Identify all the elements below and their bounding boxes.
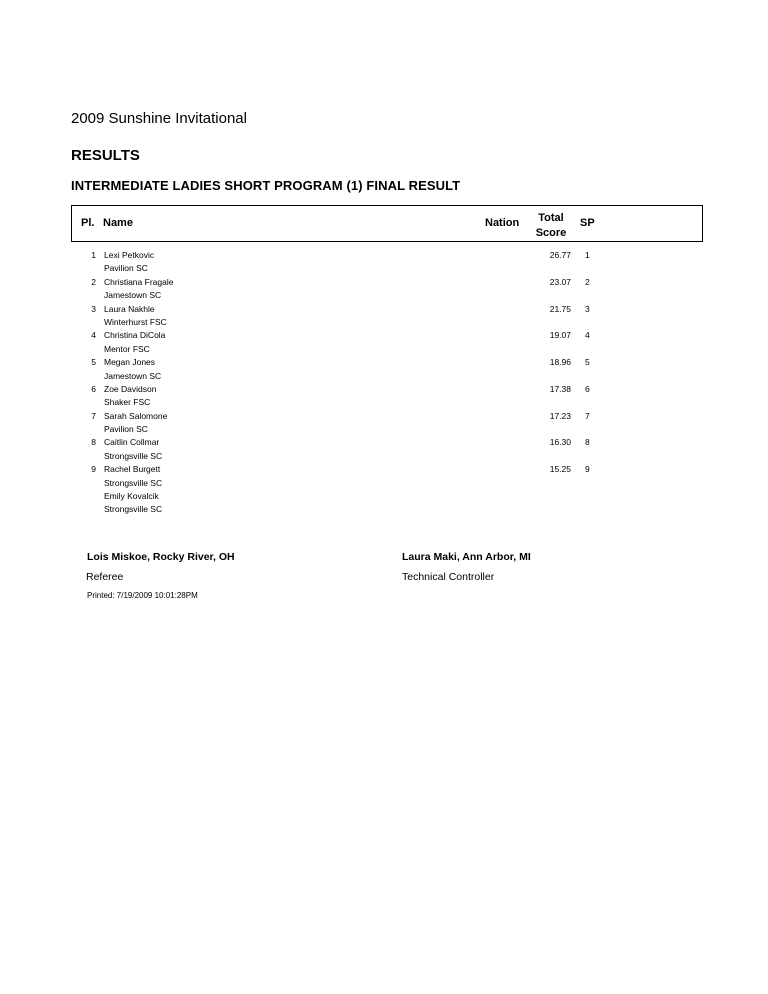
table-row — [0, 477, 768, 490]
table-row — [0, 370, 768, 383]
place-cell: 7 — [91, 410, 96, 421]
name-cell: Christiana Fragale — [104, 276, 174, 287]
event-title: 2009 Sunshine Invitational — [71, 110, 247, 127]
column-header-sp: SP — [580, 217, 595, 229]
column-header-nation: Nation — [485, 217, 520, 229]
column-header-name: Name — [103, 217, 133, 229]
score-cell: 17.23 — [549, 410, 571, 421]
name-cell: Sarah Salomone — [104, 410, 168, 421]
name-cell: Christina DiCola — [104, 330, 166, 341]
sp-cell: 2 — [585, 276, 590, 287]
name-cell: Laura Nakhle — [104, 303, 155, 314]
place-cell: 3 — [91, 303, 96, 314]
club-cell: Pavilion SC — [104, 263, 148, 274]
sp-cell: 1 — [585, 250, 590, 260]
sp-cell: 5 — [585, 357, 590, 368]
place-cell: 1 — [91, 250, 96, 260]
sp-cell: 7 — [585, 410, 590, 421]
club-cell: Strongsville SC — [104, 450, 163, 461]
category-title: INTERMEDIATE LADIES SHORT PROGRAM (1) FINAL RESULT — [71, 178, 461, 193]
club-cell: Jamestown SC — [104, 290, 162, 301]
place-cell: 4 — [91, 330, 96, 341]
column-header-place: Pl. — [81, 217, 95, 229]
sp-cell: 3 — [585, 303, 590, 314]
sp-cell: 4 — [585, 330, 590, 341]
club-cell: Strongsville SC — [104, 504, 163, 515]
referee-role: Referee — [86, 571, 124, 583]
referee-name: Lois Miskoe, Rocky River, OH — [87, 551, 235, 563]
table-row — [0, 343, 768, 356]
results-table-body — [0, 249, 768, 517]
printed-timestamp: Printed: 7/19/2009 10:01:28PM — [87, 591, 198, 600]
technical-controller-role: Technical Controller — [402, 571, 495, 583]
table-row — [0, 329, 768, 342]
club-cell: Pavilion SC — [104, 424, 148, 435]
name-cell: Caitlin Collmar — [104, 437, 160, 448]
table-row — [0, 423, 768, 436]
place-cell: 8 — [91, 437, 96, 448]
table-row — [0, 436, 768, 449]
sp-cell: 6 — [585, 383, 590, 394]
sp-cell: 9 — [585, 464, 590, 475]
technical-controller-name: Laura Maki, Ann Arbor, MI — [402, 551, 531, 563]
score-cell: 26.77 — [549, 250, 571, 260]
score-cell: 23.07 — [549, 276, 571, 287]
score-cell: 16.30 — [549, 437, 571, 448]
table-row — [0, 450, 768, 463]
place-cell: 6 — [91, 383, 96, 394]
column-header-total-score — [527, 211, 575, 241]
score-cell: 17.38 — [549, 383, 571, 394]
table-row — [0, 410, 768, 423]
table-row — [0, 503, 768, 516]
name-cell: Rachel Burgett — [104, 464, 161, 475]
column-header-total-line2: Score — [535, 227, 567, 239]
club-cell: Mentor FSC — [104, 343, 150, 354]
name-cell: Megan Jones — [104, 357, 156, 368]
section-title: RESULTS — [71, 147, 140, 164]
table-row — [0, 356, 768, 369]
club-cell: Shaker FSC — [104, 397, 151, 408]
table-row — [0, 463, 768, 476]
place-cell: 2 — [91, 276, 96, 287]
score-cell: 18.96 — [549, 357, 571, 368]
score-cell: 15.25 — [549, 464, 571, 475]
name-cell: Zoe Davidson — [104, 383, 157, 394]
club-cell: Winterhurst FSC — [104, 316, 167, 327]
table-row — [0, 316, 768, 329]
club-cell: Strongsville SC — [104, 477, 163, 488]
table-row — [0, 289, 768, 302]
results-table-header — [71, 205, 703, 242]
sp-cell: 8 — [585, 437, 590, 448]
score-cell: 21.75 — [549, 303, 571, 314]
table-row — [0, 249, 768, 262]
column-header-total-line1: Total — [538, 212, 564, 224]
name-cell: Lexi Petkovic — [104, 250, 155, 260]
place-cell: 5 — [91, 357, 96, 368]
table-row — [0, 490, 768, 503]
club-cell: Jamestown SC — [104, 370, 162, 381]
place-cell: 9 — [91, 464, 96, 475]
table-row — [0, 276, 768, 289]
table-row — [0, 383, 768, 396]
table-row — [0, 303, 768, 316]
name-cell: Emily Kovalcik — [104, 491, 159, 502]
table-row — [0, 262, 768, 275]
score-cell: 19.07 — [549, 330, 571, 341]
table-row — [0, 396, 768, 409]
